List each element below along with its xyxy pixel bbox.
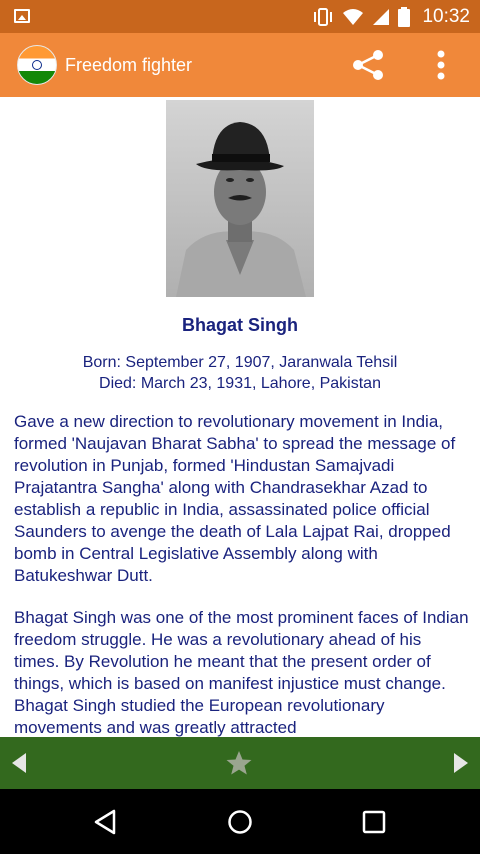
more-vert-icon[interactable]	[426, 47, 456, 83]
system-nav-bar	[0, 789, 480, 854]
signal-icon	[372, 8, 390, 26]
app-title: Freedom fighter	[65, 55, 193, 75]
bottom-nav-bar	[0, 737, 480, 789]
home-circle-icon[interactable]	[226, 808, 254, 836]
bio-paragraph-2: Bhagat Singh was one of the most prominent faces of Indian freedom struggle. He was a revolutionary ahead of his times. By Revolution he meant that the present order of things, which is based on manifest injustice must change. Bhagat Singh studied the European revolutionary movements and was greatly attracted	[14, 608, 469, 737]
status-icons	[312, 0, 470, 33]
favorite-star-icon[interactable]	[225, 749, 253, 777]
status-time: 10:32	[422, 5, 470, 27]
next-arrow-icon[interactable]	[450, 751, 472, 775]
share-icon[interactable]	[350, 47, 386, 83]
died-info: Died: March 23, 1931, Lahore, Pakistan	[99, 375, 381, 392]
born-info: Born: September 27, 1907, Jaranwala Tehsil	[82, 354, 398, 371]
vibrate-icon	[312, 8, 334, 26]
back-triangle-icon[interactable]	[92, 808, 120, 836]
app-bar	[0, 33, 480, 97]
previous-arrow-icon[interactable]	[8, 751, 30, 775]
bio-paragraph-1: Gave a new direction to revolutionary movement in India, formed 'Naujavan Bharat Sabha' to spread the message of revolution in Punjab, formed 'Hindustan Samajvadi Prajatantra Sangha' along with Chandrasekhar Azad to establish a republic in India, assassinated police official Saunders to avenge the death of Lala Lajpat Rai, dropped bomb in Central Legislative Assembly along with Batukeshwar Dutt.	[14, 412, 456, 585]
battery-icon	[398, 7, 410, 27]
portrait-image	[166, 100, 314, 297]
gallery-icon	[14, 9, 30, 23]
person-name: Bhagat Singh	[182, 315, 298, 335]
india-flag-logo-icon	[17, 45, 57, 85]
content-area[interactable]	[0, 97, 480, 737]
wifi-icon	[342, 8, 364, 26]
recents-square-icon[interactable]	[360, 808, 388, 836]
status-bar	[0, 0, 480, 33]
